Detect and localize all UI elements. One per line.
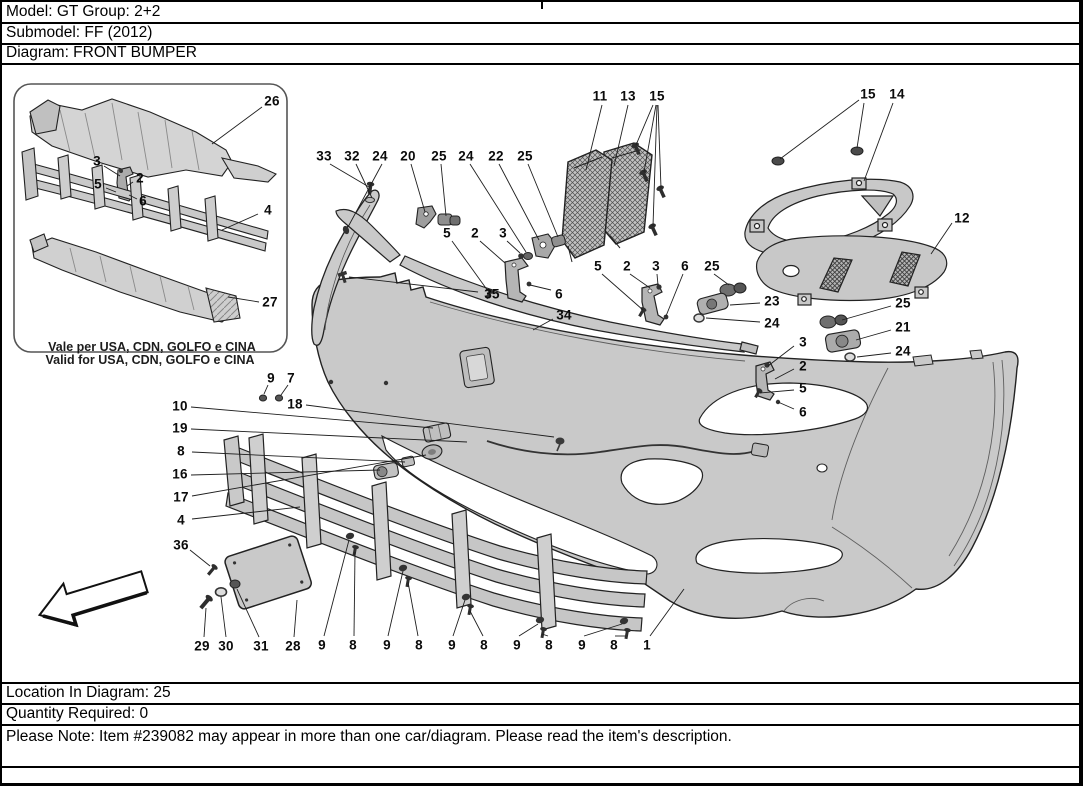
- ring-24c: [694, 314, 704, 322]
- callout-6: 6: [681, 258, 689, 274]
- callout-5: 5: [594, 258, 602, 274]
- callout-3: 3: [799, 334, 807, 350]
- callout-8: 8: [545, 637, 553, 653]
- callout-24: 24: [764, 315, 780, 331]
- callout-27: 27: [262, 294, 278, 310]
- callout-36: 36: [173, 537, 189, 553]
- callout-2: 2: [136, 170, 144, 186]
- callout-25: 25: [704, 258, 720, 274]
- callout-23: 23: [764, 293, 780, 309]
- sensor-25d: [820, 315, 847, 328]
- washer-30: [216, 588, 227, 596]
- nut-31: [230, 580, 240, 588]
- callout-9: 9: [513, 637, 521, 653]
- callout-32: 32: [344, 148, 360, 164]
- callout-3: 3: [93, 153, 101, 169]
- callout-35: 35: [484, 286, 500, 302]
- sensor-holder-23: [696, 292, 729, 315]
- callout-2: 2: [799, 358, 807, 374]
- screw-36: [205, 563, 218, 577]
- washer-32: [366, 197, 375, 202]
- callout-10: 10: [172, 398, 188, 414]
- callout-28: 28: [285, 638, 301, 654]
- harness-end-connector: [751, 443, 769, 458]
- bracket-2-mid: [637, 284, 669, 325]
- usa-cdn-inset: [14, 84, 287, 352]
- direction-arrow: [33, 561, 151, 635]
- ring-24d: [845, 353, 855, 361]
- fog-lamp-opening: [696, 539, 842, 574]
- footer-row-quantity: Quantity Required: 0: [6, 705, 149, 722]
- emblem-recess: [459, 347, 494, 388]
- callout-3: 3: [499, 225, 507, 241]
- callout-4: 4: [177, 512, 185, 528]
- parking-sensor-hole: [817, 464, 827, 472]
- shield-12: [757, 236, 947, 305]
- callout-8: 8: [349, 637, 357, 653]
- callout-14: 14: [889, 86, 905, 102]
- callout-7: 7: [287, 370, 295, 386]
- callout-25: 25: [895, 295, 911, 311]
- callout-25: 25: [431, 148, 447, 164]
- header-row-submodel: Submodel: FF (2012): [6, 24, 153, 41]
- sensor-25a: [438, 214, 460, 225]
- callout-9: 9: [578, 637, 586, 653]
- callout-9: 9: [267, 370, 275, 386]
- callout-17: 17: [173, 489, 189, 505]
- callout-12: 12: [954, 210, 970, 226]
- callout-24: 24: [458, 148, 474, 164]
- callout-31: 31: [253, 638, 269, 654]
- callout-24: 24: [895, 343, 911, 359]
- sensor-assembly-21: [825, 329, 862, 353]
- sensor-25b: [551, 234, 566, 247]
- callout-6: 6: [139, 193, 147, 209]
- header-row-model: Model: GT Group: 2+2: [6, 3, 161, 20]
- callout-19: 19: [172, 420, 188, 436]
- callout-34: 34: [556, 307, 572, 323]
- callout-15: 15: [860, 86, 876, 102]
- footer-row-note: Please Note: Item #239082 may appear in more than one car/diagram. Please read the item's description.: [6, 728, 732, 745]
- callout-24: 24: [372, 148, 388, 164]
- callout-16: 16: [172, 466, 188, 482]
- header-row-diagram: Diagram: FRONT BUMPER: [6, 44, 197, 61]
- callout-13: 13: [620, 88, 636, 104]
- callout-11: 11: [592, 88, 608, 104]
- callout-26: 26: [264, 93, 280, 109]
- callout-8: 8: [177, 443, 185, 459]
- callout-6: 6: [555, 286, 563, 302]
- callout-5: 5: [443, 225, 451, 241]
- callout-21: 21: [895, 319, 911, 335]
- callout-8: 8: [610, 637, 618, 653]
- callout-15: 15: [649, 88, 665, 104]
- callout-5: 5: [94, 176, 102, 192]
- callout-9: 9: [383, 637, 391, 653]
- callout-6: 6: [799, 404, 807, 420]
- callout-25: 25: [517, 148, 533, 164]
- nuts-9-7: [259, 395, 282, 401]
- callout-9: 9: [448, 637, 456, 653]
- callout-1: 1: [643, 637, 651, 653]
- callout-8: 8: [415, 637, 423, 653]
- license-plate-pad-28: [224, 535, 313, 611]
- callout-5: 5: [799, 380, 807, 396]
- callout-18: 18: [287, 396, 303, 412]
- grommet-24b: [524, 253, 533, 260]
- callout-4: 4: [264, 202, 272, 218]
- callout-22: 22: [488, 148, 504, 164]
- callout-2: 2: [471, 225, 479, 241]
- callout-29: 29: [194, 638, 210, 654]
- callout-33: 33: [316, 148, 332, 164]
- bracket-20: [416, 206, 436, 228]
- callout-9: 9: [318, 637, 326, 653]
- footer-row-location: Location In Diagram: 25: [6, 684, 171, 701]
- callout-2: 2: [623, 258, 631, 274]
- inset-caption-italian: Vale per USA, CDN, GOLFO e CINA: [48, 340, 256, 354]
- callout-8: 8: [480, 637, 488, 653]
- nuts-15: [772, 147, 863, 165]
- callout-30: 30: [218, 638, 234, 654]
- callout-20: 20: [400, 148, 416, 164]
- callout-3: 3: [652, 258, 660, 274]
- inset-caption-english: Valid for USA, CDN, GOLFO e CINA: [45, 353, 255, 367]
